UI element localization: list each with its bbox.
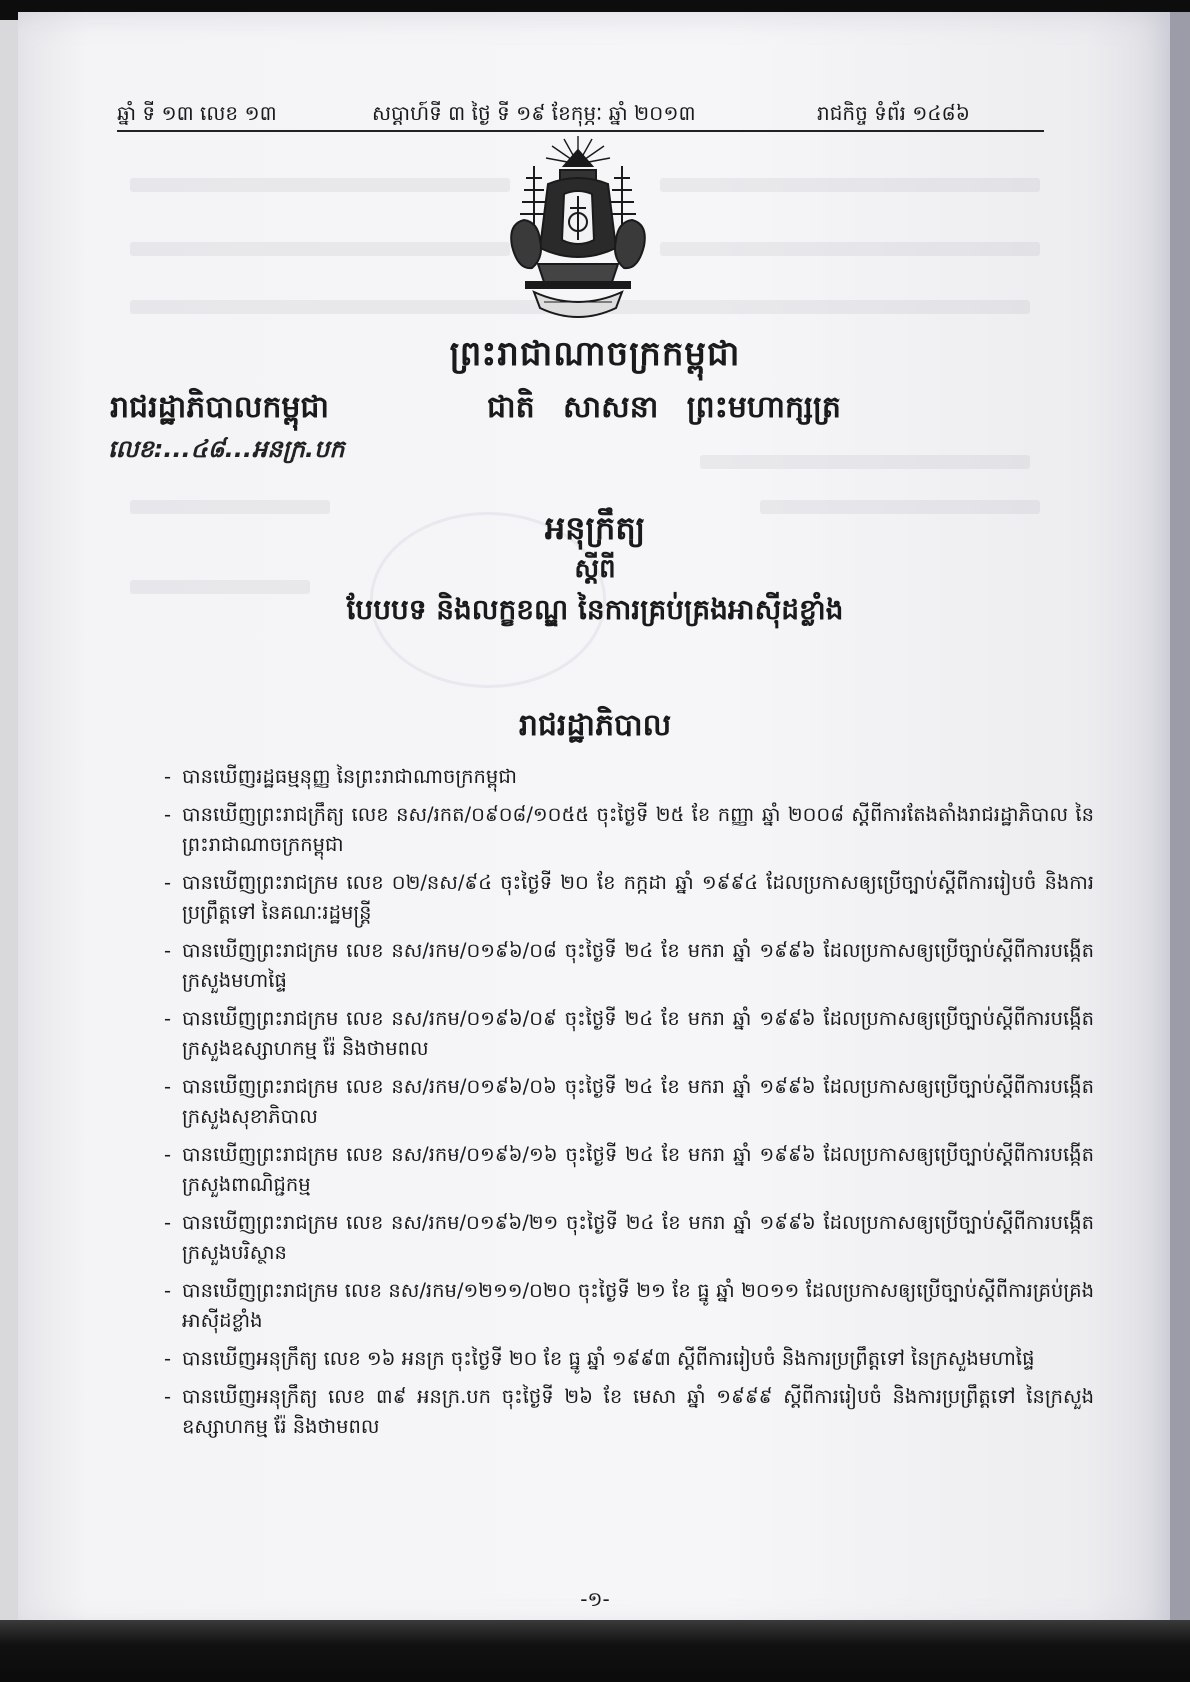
list-item: - បានឃើញព្រះរាជក្រម លេខ នស/រកម/០១៩៦/០៩ ចុះថ្ងៃទី ២៤ ខែ មករា ឆ្នាំ ១៩៩៦ ដែលប្រកាសឲ្យប្រើច្បាប់ស្តីពីការបង្កើតក្រសួងឧស្សាហកម្ម រ៉ែ និងថាមពល [164,1004,1094,1064]
header-issue: ឆ្នាំ ទី ១៣ លេខ ១៣ [117,101,277,125]
header-rule [117,130,1044,132]
bleed-line [660,242,1040,256]
gazette-header [117,100,1044,124]
list-item: - បានឃើញព្រះរាជក្រម លេខ នស/រកម/០១៩៦/០៦ ចុះថ្ងៃទី ២៤ ខែ មករា ឆ្នាំ ១៩៩៦ ដែលប្រកាសឲ្យប្រើច្បាប់ស្តីពីការបង្កើតក្រសួងសុខាភិបាល [164,1072,1094,1132]
bleed-line [660,178,1040,192]
list-item: - បានឃើញព្រះរាជក្រម លេខ នស/រកម/០១៩៦/២១ ចុះថ្ងៃទី ២៤ ខែ មករា ឆ្នាំ ១៩៩៦ ដែលប្រកាសឲ្យប្រើច្បាប់ស្តីពីការបង្កើតក្រសួងបរិស្ថាន [164,1208,1094,1268]
list-item: - បានឃើញអនុក្រឹត្យ លេខ ៣៩ អនក្រ.បក ចុះថ្ងៃទី ២៦ ខែ មេសា ឆ្នាំ ១៩៩៩ ស្តីពីការរៀបចំ និងការប្រព្រឹត្តទៅ នៃក្រសួងឧស្សាហកម្ម រ៉ែ និងថាមពល [164,1382,1094,1442]
kingdom-title: ព្រះរាជាណាចក្រកម្ពុជា [449,334,741,374]
document-number: លេខ:...៤៨...អនក្រ.បក [108,435,345,463]
bleed-line [700,455,1030,469]
scan-border-bottom [0,1620,1190,1682]
list-item: - បានឃើញព្រះរាជក្រឹត្យ លេខ នស/រកត/០៩០៨/១០៥៥ ចុះថ្ងៃទី ២៥ ខែ កញ្ញា ឆ្នាំ ២០០៨ ស្តីពីការតែងតាំងរាជរដ្ឋាភិបាល នៃព្រះរាជាណាចក្រកម្ពុជា [164,800,1094,860]
bleed-line [130,242,510,256]
page-edge [1170,12,1190,1632]
list-item: - បានឃើញព្រះរាជក្រម លេខ នស/រកម/០១៩៦/០៨ ចុះថ្ងៃទី ២៤ ខែ មករា ឆ្នាំ ១៩៩៦ ដែលប្រកាសឲ្យប្រើច្បាប់ស្តីពីការបង្កើតក្រសួងមហាផ្ទៃ [164,936,1094,996]
page-number: -១- [580,1587,610,1611]
bleed-line [130,178,510,192]
list-item: - បានឃើញព្រះរាជក្រម លេខ នស/រកម/១២១១/០២០ ចុះថ្ងៃទី ២១ ខែ ធ្នូ ឆ្នាំ ២០១១ ដែលប្រកាសឲ្យប្រើច្បាប់ស្តីពីការគ្រប់គ្រងអាស៊ីដខ្លាំង [164,1276,1094,1336]
list-item: - បានឃើញព្រះរាជក្រម លេខ នស/រកម/០១៩៦/១៦ ចុះថ្ងៃទី ២៤ ខែ មករា ឆ្នាំ ១៩៩៦ ដែលប្រកាសឲ្យប្រើច្បាប់ស្តីពីការបង្កើតក្រសួងពាណិជ្ជកម្ម [164,1140,1094,1200]
legal-considerations-list [164,762,1094,1450]
header-page: រាជកិច្ច ទំព័រ ១៤៨៦ [817,101,970,125]
government-name: រាជរដ្ឋាភិបាលកម្ពុជា [110,390,329,425]
list-item: - បានឃើញអនុក្រឹត្យ លេខ ១៦ អនក្រ ចុះថ្ងៃទី ២០ ខែ ធ្នូ ឆ្នាំ ១៩៩៣ ស្តីពីការរៀបចំ និងការប្រព្រឹត្តទៅ នៃក្រសួងមហាផ្ទៃ [164,1344,1094,1374]
royal-coat-of-arms-icon [504,136,652,322]
list-item: - បានឃើញព្រះរាជក្រម លេខ ០២/នស/៩៤ ចុះថ្ងៃទី ២០ ខែ កក្កដា ឆ្នាំ ១៩៩៤ ដែលប្រកាសឲ្យប្រើច្បាប់ស្តីពីការរៀបចំ និងការប្រព្រឹត្តទៅ នៃគណៈរដ្ឋមន្ត្រី [164,868,1094,928]
document-about-label: ស្តីពី [574,554,616,584]
document-subject: បែបបទ និងលក្ខខណ្ឌ នៃការគ្រប់គ្រងអាស៊ីដខ្លាំង [346,593,844,626]
issuing-authority: រាជរដ្ឋាភិបាល [518,708,672,743]
list-item: - បានឃើញរដ្ឋធម្មនុញ្ញ នៃព្រះរាជាណាចក្រកម្ពុជា [164,762,1094,792]
document-type: អនុក្រឹត្យ [544,509,646,547]
header-date: សប្តាហ៍ទី ៣ ថ្ងៃ ទី ១៩ ខែកុម្ភៈ ឆ្នាំ ២០១៣ [372,101,696,125]
national-motto: ជាតិ សាសនា ព្រះមហាក្សត្រ [487,390,841,425]
